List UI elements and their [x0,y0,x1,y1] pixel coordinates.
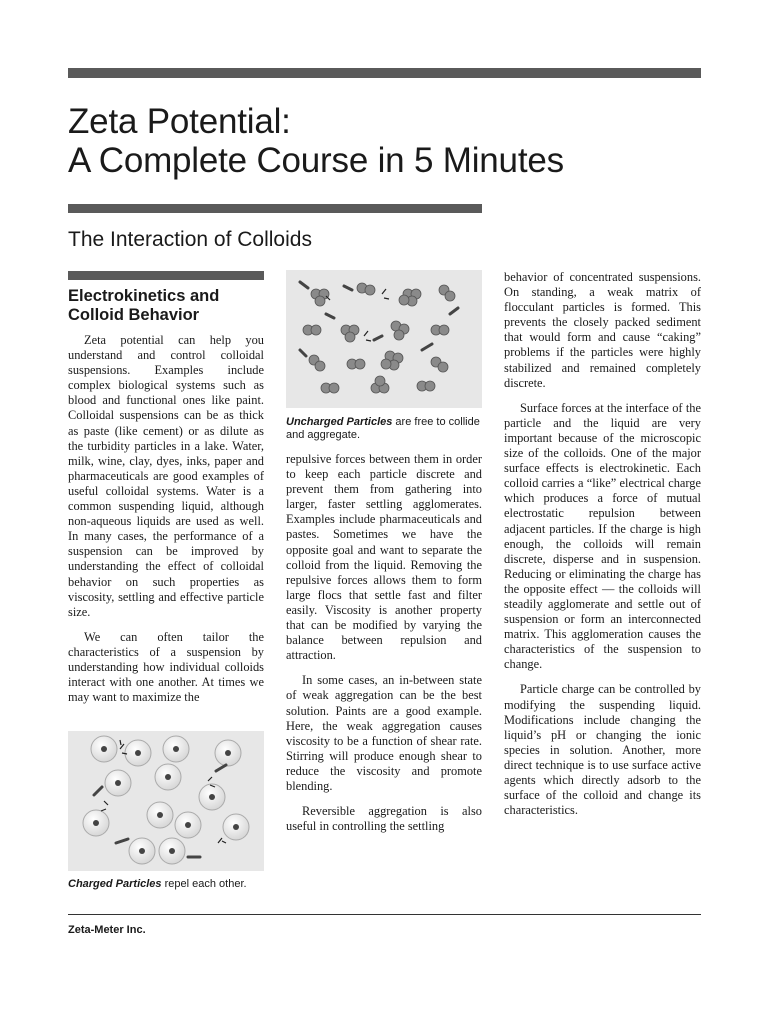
caption-emphasis: Uncharged Particles [286,416,393,428]
paragraph: repulsive forces between them in order to keep each particle discrete and prevent them from gathering into larger, faster settling agglomerates. Examples include pharmaceuticals and pastes. Sometimes we have the opposite goal and want to separate the colloid from the liquid. Removing the repulsive forces allows them to form large flocs that settle fast and filter easily. Viscosity is another property that can be modified by varying the balance between repulsion and attraction. [286,452,482,663]
paragraph: behavior of concentrated suspensions. On standing, a weak matrix of flocculant particles is formed. This prevents the closely packed sediment that would form and cause “caking” problems if the particles were highly stabilized and remained completely discrete. [504,270,701,390]
uncharged-particles-caption [286,416,482,442]
subsection-line-1: Electrokinetics and [68,287,220,305]
charged-particles-caption [68,878,288,891]
paragraph: Reversible aggregation is also useful in controlling the settling [286,804,482,834]
uncharged-particles-figure [286,270,482,408]
charged-particles-figure [68,731,264,871]
footer-rule [68,914,701,915]
title-line-2: A Complete Course in 5 Minutes [68,141,564,180]
subsection-rule [68,271,264,280]
column-1-text [68,333,264,715]
paragraph: In some cases, an in-between state of weak aggregation can be the best solution. Paints are a good example. Here, the weak aggregation causes viscosity to be a function of shear rate. Stirring will produce enough shear to reduce the viscosity and promote blending. [286,673,482,793]
paragraph: Surface forces at the interface of the particle and the liquid are very important because of the microscopic size of the colloids. One of the major surface effects is electrokinetic. Each colloid carries a “like” electrical charge which produces a force of mutual electrostatic repulsion between adjacent particles. If the charge is high enough, the colloids will remain discrete, disperse and in suspension. Reducing or eliminating the charge has the opposite effect — the colloids will steadily agglomerate and settle out of suspension or form an interconnected matrix. This agglomeration causes the characteristics of the suspension to change. [504,400,701,672]
paragraph: Zeta potential can help you understand and control colloidal suspensions. Examples include complex biological systems such as blood and functional ones like paint. Colloidal suspensions can be as thick as paste (like cement) or as dilute as the turbidity particles in a lake. Water, milk, wine, clay, dyes, inks, paper and pharmaceuticals are good examples of useful colloidal systems. Water is a common suspending liquid, although non-aqueous liquids are used as well. In many cases, the performance of a suspension can be improved by understanding the effect of colloidal behavior on such properties as viscosity, settling and effective particle size. [68,333,264,619]
column-3-text [504,270,701,828]
column-2-text [286,452,482,844]
subsection-line-2: Colloid Behavior [68,306,200,324]
page-title [68,102,728,180]
charged-particles-illustration [68,731,264,871]
title-line-1: Zeta Potential: [68,102,291,141]
paragraph: Particle charge can be controlled by modifying the suspending liquid. Modifications include changing the liquid’s pH or changing the ionic species in solution. Another, more direct technique is to use surface active agents which directly adsorb to the surface of the colloid and change its characteristics. [504,682,701,818]
top-rule [68,68,701,78]
footer-company: Zeta-Meter Inc. [68,924,146,936]
uncharged-particles-illustration [286,270,482,408]
caption-emphasis: Charged Particles [68,878,162,890]
paragraph: We can often tailor the characteristics of a suspension by understanding how individual colloids interact with one another. At times we may want to maximize the [68,629,264,705]
title-rule [68,204,482,213]
section-title: The Interaction of Colloids [68,228,312,251]
charged-particles [83,736,249,864]
caption-text: are free to collide and aggregate. [286,416,480,441]
caption-text: repel each other. [161,878,247,890]
subsection-title [68,287,268,325]
